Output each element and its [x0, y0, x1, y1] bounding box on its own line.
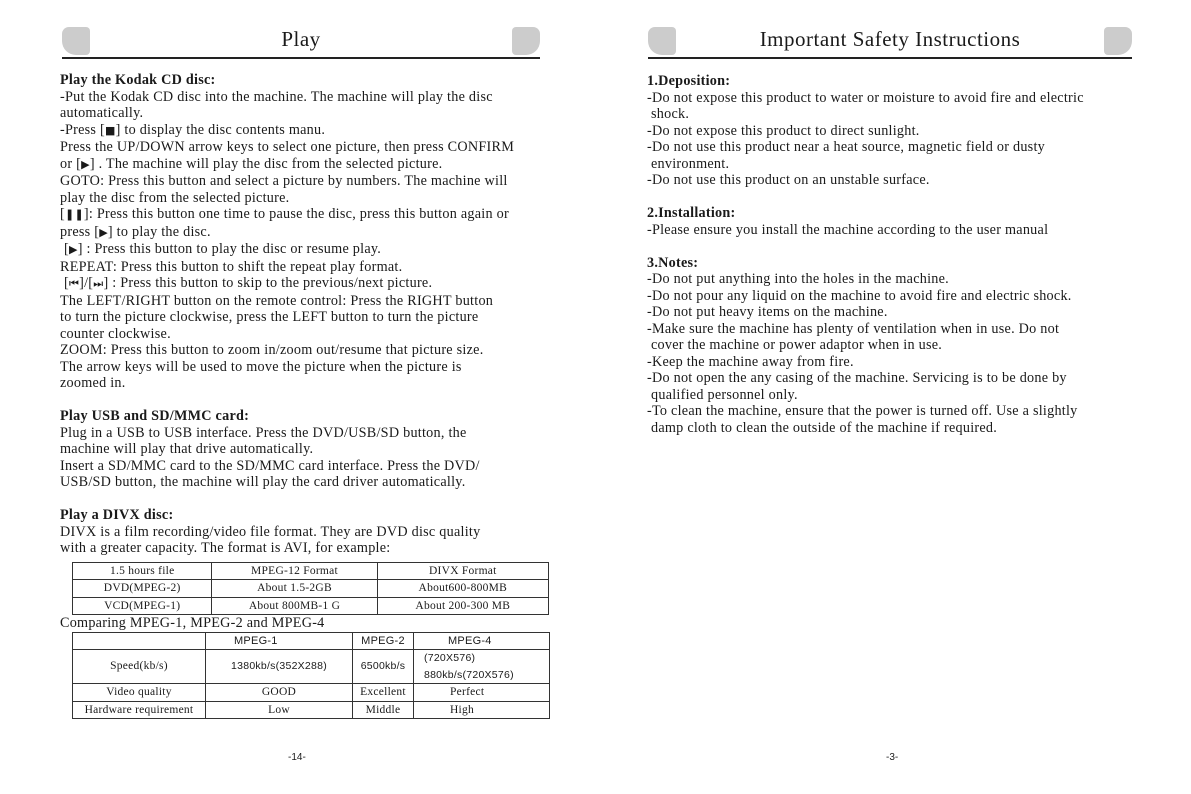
text-line: -Make sure the machine has plenty of ventilation when in use. Do not — [647, 320, 1060, 337]
header-tab-right — [1104, 27, 1132, 55]
text-line: -Do not expose this product to direct sunlight. — [647, 122, 920, 139]
table-cell: 1380kb/s(352X288) — [206, 650, 353, 684]
text-line: The LEFT/RIGHT button on the remote control: Press the RIGHT button — [60, 292, 494, 309]
text-line: Insert a SD/MMC card to the SD/MMC card interface. Press the DVD/ — [60, 457, 480, 474]
table-cell: Video quality — [73, 684, 206, 702]
table-cell: 6500kb/s — [353, 650, 414, 684]
page-title: Important Safety Instructions — [759, 27, 1021, 51]
table-header-cell: MPEG-4 — [414, 632, 550, 650]
table-row — [73, 684, 550, 702]
text-line: The arrow keys will be used to move the picture when the picture is — [60, 358, 462, 375]
header-tab-right — [512, 27, 540, 55]
table-cell: VCD(MPEG-1) — [73, 597, 212, 615]
text-line: -Do not put heavy items on the machine. — [647, 304, 888, 320]
table-cell: About 200-300 MB — [377, 597, 548, 615]
play-icon: ▶ — [99, 225, 108, 239]
table-cell: MPEG-12 Format — [212, 562, 377, 580]
text-line: -Do not use this product on an unstable surface. — [647, 172, 930, 188]
text-line: press [▶] to play the disc. — [60, 223, 211, 240]
compare-table — [72, 632, 550, 720]
table-header-cell — [73, 632, 206, 650]
header-rule — [62, 57, 540, 59]
text-line: -Do not pour any liquid on the machine to avoid fire and electric shock. — [647, 287, 1072, 304]
table-header-row — [73, 632, 550, 650]
text-line: REPEAT: Press this button to shift the repeat play format. — [60, 258, 403, 275]
table-cell: High — [414, 701, 550, 719]
table-cell: About600-800MB — [377, 580, 548, 598]
previous-icon: ⏮ — [68, 277, 80, 290]
table-cell: Hardware requirement — [73, 701, 206, 719]
section-heading: 2.Installation: — [647, 205, 736, 221]
section-heading: Play a DIVX disc: — [60, 507, 174, 523]
table-header-cell: MPEG-2 — [353, 632, 414, 650]
section-installation — [647, 205, 1137, 238]
text-line: -Do not open the any casing of the machine. Servicing is to be done by — [647, 370, 1067, 386]
section-notes — [647, 255, 1137, 437]
text-line: [⏮]/[⏭] : Press this button to skip to the previous/next picture. — [64, 275, 433, 291]
left-page — [0, 0, 595, 794]
text-line: counter clockwise. — [60, 325, 171, 342]
table-row — [73, 597, 549, 615]
section-deposition — [647, 73, 1137, 189]
play-content — [60, 72, 560, 719]
table-cell: DVD(MPEG-2) — [73, 580, 212, 598]
section-heading: 1.Deposition: — [647, 73, 731, 89]
table-cell: Low — [206, 701, 353, 719]
right-page — [596, 0, 1191, 794]
text-line: or [▶] . The machine will play the disc from the selected picture. — [60, 155, 443, 172]
table-cell: Speed(kb/s) — [73, 650, 206, 684]
text-line: Plug in a USB to USB interface. Press the DVD/USB/SD button, the — [60, 424, 467, 441]
text-line: automatically. — [60, 105, 144, 121]
text-line: play the disc from the selected picture. — [60, 189, 290, 206]
table-header-cell: MPEG-1 — [206, 632, 353, 650]
table-cell: Middle — [353, 701, 414, 719]
safety-content — [647, 73, 1137, 436]
table-cell: DIVX Format — [377, 562, 548, 580]
text-line: environment. — [651, 155, 730, 172]
section-divx — [60, 507, 560, 557]
table-row — [73, 701, 550, 719]
text-line: -Please ensure you install the machine according to the user manual — [647, 221, 1049, 238]
page-header — [62, 26, 540, 60]
text-line: damp cloth to clean the outside of the machine if required. — [651, 419, 998, 436]
formats-table — [72, 562, 549, 616]
text-line: USB/SD button, the machine will play the card driver automatically. — [60, 474, 466, 490]
text-line: machine will play that drive automatically. — [60, 441, 314, 457]
text-line: cover the machine or power adaptor when in use. — [651, 337, 943, 353]
pause-icon: ❚❚ — [64, 208, 84, 221]
text-line: -Do not use this product near a heat source, magnetic field or dusty — [647, 139, 1045, 155]
section-heading: Play the Kodak CD disc: — [60, 72, 216, 88]
text-line: DIVX is a film recording/video file format. They are DVD disc quality — [60, 523, 481, 540]
section-heading: 3.Notes: — [647, 254, 699, 271]
next-icon: ⏭ — [93, 277, 104, 290]
table-cell: Perfect — [414, 684, 550, 702]
page-number: -3- — [886, 752, 899, 763]
page-title: Play — [281, 27, 321, 51]
table-row — [73, 580, 549, 598]
table-cell: 1.5 hours file — [73, 562, 212, 580]
table-cell: About 1.5-2GB — [212, 580, 377, 598]
text-line: [▶] : Press this button to play the disc or resume play. — [64, 241, 382, 257]
section-kodak — [60, 72, 560, 392]
text-line: Press the UP/DOWN arrow keys to select one picture, then press CONFIRM — [60, 139, 515, 155]
text-line: qualified personnel only. — [651, 386, 798, 403]
text-line: -Do not expose this product to water or moisture to avoid fire and electric — [647, 89, 1084, 106]
text-line: -To clean the machine, ensure that the power is turned off. Use a slightly — [647, 403, 1078, 419]
text-line: -Press [■] to display the disc contents manu. — [60, 121, 326, 138]
text-line: ZOOM: Press this button to zoom in/zoom out/resume that picture size. — [60, 342, 484, 358]
table-cell: (720X576) 880kb/s(720X576) — [414, 650, 550, 684]
text-line: -Keep the machine away from fire. — [647, 353, 854, 370]
table-cell: About 800MB-1 G — [212, 597, 377, 615]
section-heading: Play USB and SD/MMC card: — [60, 408, 250, 424]
header-rule — [648, 57, 1132, 59]
table-row — [73, 562, 549, 580]
text-line: with a greater capacity. The format is AVI, for example: — [60, 540, 391, 556]
text-line: -Put the Kodak CD disc into the machine. The machine will play the disc — [60, 88, 493, 105]
text-line: -Do not put anything into the holes in the machine. — [647, 271, 949, 287]
page-number: -14- — [288, 752, 306, 763]
table-cell: Excellent — [353, 684, 414, 702]
section-usb — [60, 408, 560, 491]
play-icon: ▶ — [68, 243, 78, 256]
table-cell: GOOD — [206, 684, 353, 702]
play-icon: ▶ — [81, 157, 90, 171]
text-line: zoomed in. — [60, 375, 126, 391]
text-line: GOTO: Press this button and select a picture by numbers. The machine will — [60, 173, 508, 189]
stop-icon: ■ — [104, 123, 116, 137]
table-row — [73, 650, 550, 684]
page-header — [648, 26, 1132, 60]
compare-caption: Comparing MPEG-1, MPEG-2 and MPEG-4 — [60, 615, 325, 631]
text-line: [❚❚]: Press this button one time to pause the disc, press this button again or — [60, 206, 509, 222]
text-line: to turn the picture clockwise, press the LEFT button to turn the picture — [60, 309, 479, 325]
text-line: shock. — [651, 106, 690, 122]
